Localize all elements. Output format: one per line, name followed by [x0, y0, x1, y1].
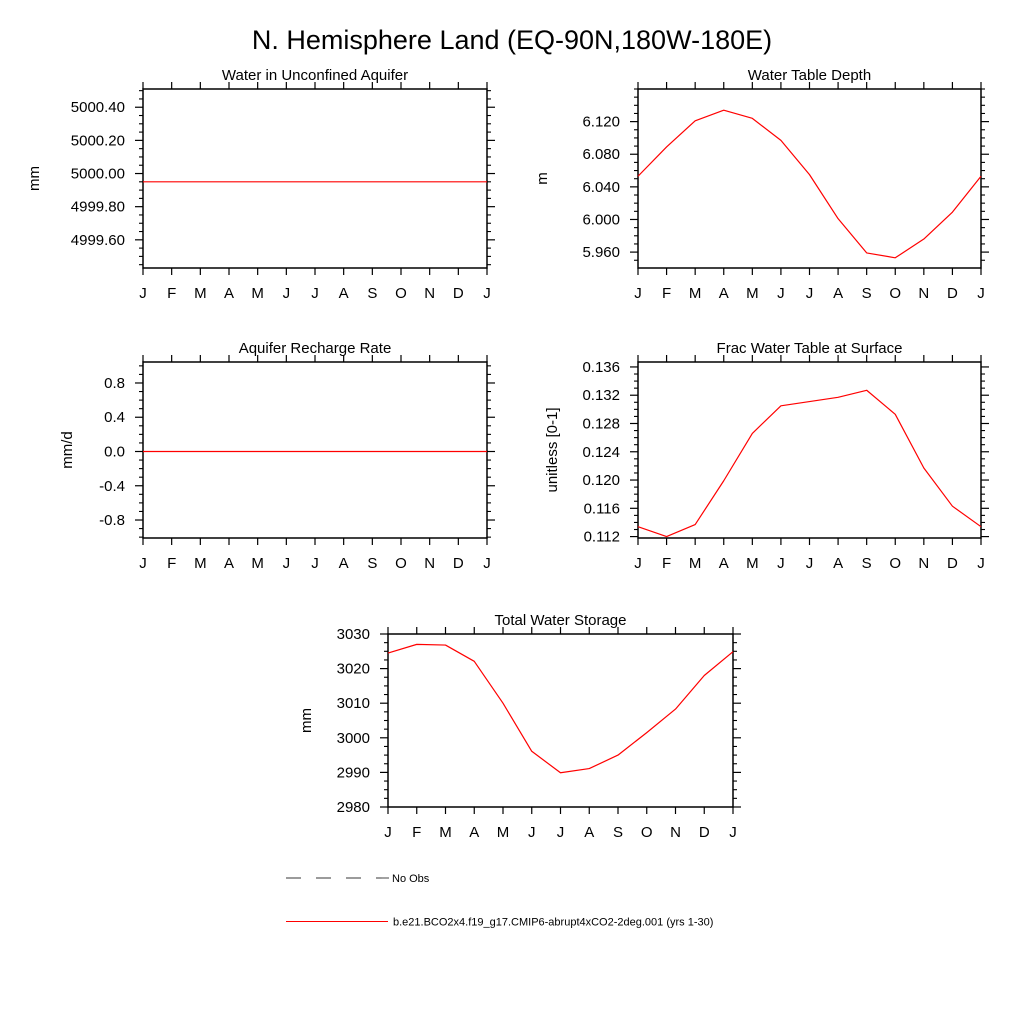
y-tick-label: 0.0	[104, 443, 125, 461]
y-tick-label: -0.8	[99, 512, 125, 530]
y-tick-label: 0.112	[583, 528, 620, 546]
data-line	[638, 110, 981, 258]
y-tick-label: 5.960	[582, 244, 620, 262]
x-tick-label: J	[977, 285, 985, 302]
series-label: b.e21.BCO2x4.f19_g17.CMIP6-abrupt4xCO2-2deg.001 (yrs 1-30)	[393, 916, 714, 929]
data-line	[388, 644, 733, 772]
x-tick-label: N	[424, 285, 436, 302]
y-tick-label: 4999.60	[70, 231, 125, 249]
x-tick-label: M	[439, 824, 452, 841]
chart-title: Total Water Storage	[494, 612, 627, 629]
x-tick-label: J	[805, 285, 814, 302]
y-tick-label: 5000.40	[70, 99, 125, 117]
x-tick-label: A	[223, 555, 235, 572]
x-tick-label: J	[311, 285, 319, 302]
y-axis-label: mm	[26, 166, 43, 191]
x-tick-label: A	[469, 824, 480, 841]
x-tick-label: D	[452, 555, 464, 572]
x-tick-label: O	[395, 285, 407, 302]
x-tick-label: S	[861, 555, 872, 572]
y-tick-label: 2980	[336, 799, 370, 816]
x-tick-label: M	[194, 555, 207, 572]
x-tick-label: S	[367, 285, 378, 302]
x-tick-label: O	[889, 555, 902, 572]
x-tick-label: J	[634, 285, 642, 302]
x-tick-label: M	[688, 555, 702, 572]
y-tick-label: 5000.20	[70, 132, 125, 150]
plot-frame	[638, 362, 981, 538]
x-tick-label: A	[338, 285, 349, 302]
x-tick-label: J	[483, 555, 491, 572]
x-tick-label: J	[282, 555, 291, 572]
x-tick-label: J	[282, 285, 291, 302]
y-tick-label: 6.120	[582, 113, 620, 131]
y-tick-label: 3020	[336, 660, 370, 678]
charts	[26, 67, 989, 841]
x-tick-label: D	[946, 555, 958, 572]
x-tick-label: F	[661, 285, 672, 302]
x-tick-label: O	[640, 824, 653, 841]
chart-aquifer-recharge-rate	[59, 340, 495, 572]
y-tick-label: 0.132	[582, 387, 620, 405]
chart-title: Aquifer Recharge Rate	[238, 340, 392, 357]
y-tick-label: 0.120	[582, 472, 620, 490]
y-tick-label: 3000	[336, 729, 370, 747]
y-tick-label: 0.128	[582, 415, 620, 433]
y-tick-label: 5000.00	[70, 165, 125, 183]
x-tick-label: J	[139, 285, 147, 302]
y-tick-label: 6.040	[582, 178, 620, 196]
chart-water-in-unconfined-aquifer	[26, 67, 495, 302]
x-tick-label: J	[311, 555, 319, 572]
x-tick-label: J	[977, 555, 985, 572]
x-tick-label: M	[496, 824, 510, 841]
x-tick-label: M	[251, 285, 264, 302]
x-tick-label: D	[946, 285, 958, 302]
x-tick-label: D	[452, 285, 464, 302]
y-tick-label: 3030	[336, 626, 370, 643]
y-tick-label: 0.8	[104, 374, 125, 392]
y-axis-label: mm/d	[59, 431, 76, 469]
x-tick-label: N	[918, 555, 930, 572]
x-tick-label: F	[661, 555, 672, 572]
legend	[286, 873, 713, 929]
x-tick-label: M	[251, 555, 264, 572]
x-tick-label: J	[384, 824, 392, 841]
x-tick-label: J	[483, 285, 491, 302]
y-tick-label: -0.4	[99, 477, 125, 495]
data-line	[638, 390, 981, 536]
x-tick-label: J	[805, 555, 814, 572]
plot-frame	[388, 634, 733, 807]
x-tick-label: S	[612, 824, 624, 841]
y-tick-label: 0.124	[582, 443, 620, 461]
y-tick-label: 0.4	[104, 409, 125, 427]
x-tick-label: A	[338, 555, 349, 572]
y-axis-label: m	[534, 172, 551, 185]
x-tick-label: J	[634, 555, 642, 572]
y-tick-label: 4999.80	[70, 198, 125, 216]
plot-frame	[638, 89, 981, 268]
x-tick-label: S	[861, 285, 872, 302]
chart-title: Frac Water Table at Surface	[716, 340, 903, 357]
x-tick-label: J	[729, 824, 737, 841]
plot-frame	[143, 89, 487, 268]
x-tick-label: F	[412, 824, 422, 841]
x-tick-label: A	[584, 824, 595, 841]
chart-total-water-storage	[298, 612, 741, 841]
x-tick-label: N	[424, 555, 436, 572]
x-tick-label: J	[777, 285, 785, 302]
x-tick-label: M	[746, 555, 759, 572]
x-tick-label: O	[395, 555, 407, 572]
no-obs-label: No Obs	[392, 873, 430, 885]
chart-frac-water-table-at-surface	[544, 340, 989, 572]
y-axis-label: mm	[298, 708, 315, 733]
x-tick-label: N	[918, 285, 930, 302]
y-tick-label: 6.080	[582, 146, 620, 164]
x-tick-label: F	[167, 555, 177, 572]
x-tick-label: A	[718, 285, 729, 302]
y-tick-label: 3010	[336, 695, 370, 713]
x-tick-label: A	[833, 555, 844, 572]
chart-title: Water in Unconfined Aquifer	[221, 67, 409, 84]
x-tick-label: N	[670, 824, 681, 841]
x-tick-label: J	[556, 824, 565, 841]
chart-water-table-depth	[534, 67, 989, 302]
y-tick-label: 2990	[336, 764, 370, 782]
x-tick-label: J	[777, 555, 785, 572]
x-tick-label: F	[167, 285, 177, 302]
x-tick-label: D	[698, 824, 710, 841]
x-tick-label: M	[194, 285, 207, 302]
y-tick-label: 0.116	[583, 500, 620, 518]
x-tick-label: A	[223, 285, 235, 302]
y-axis-label: unitless [0-1]	[544, 407, 561, 493]
x-tick-label: J	[528, 824, 536, 841]
x-tick-label: M	[688, 285, 702, 302]
x-tick-label: A	[833, 285, 844, 302]
page-title: N. Hemisphere Land (EQ-90N,180W-180E)	[251, 25, 773, 55]
y-tick-label: 0.136	[582, 358, 620, 376]
chart-title: Water Table Depth	[747, 67, 872, 84]
x-tick-label: S	[367, 555, 378, 572]
plot-frame	[143, 362, 487, 538]
x-tick-label: O	[889, 285, 902, 302]
x-tick-label: J	[139, 555, 147, 572]
x-tick-label: M	[746, 285, 759, 302]
x-tick-label: A	[718, 555, 729, 572]
y-tick-label: 6.000	[582, 211, 620, 229]
